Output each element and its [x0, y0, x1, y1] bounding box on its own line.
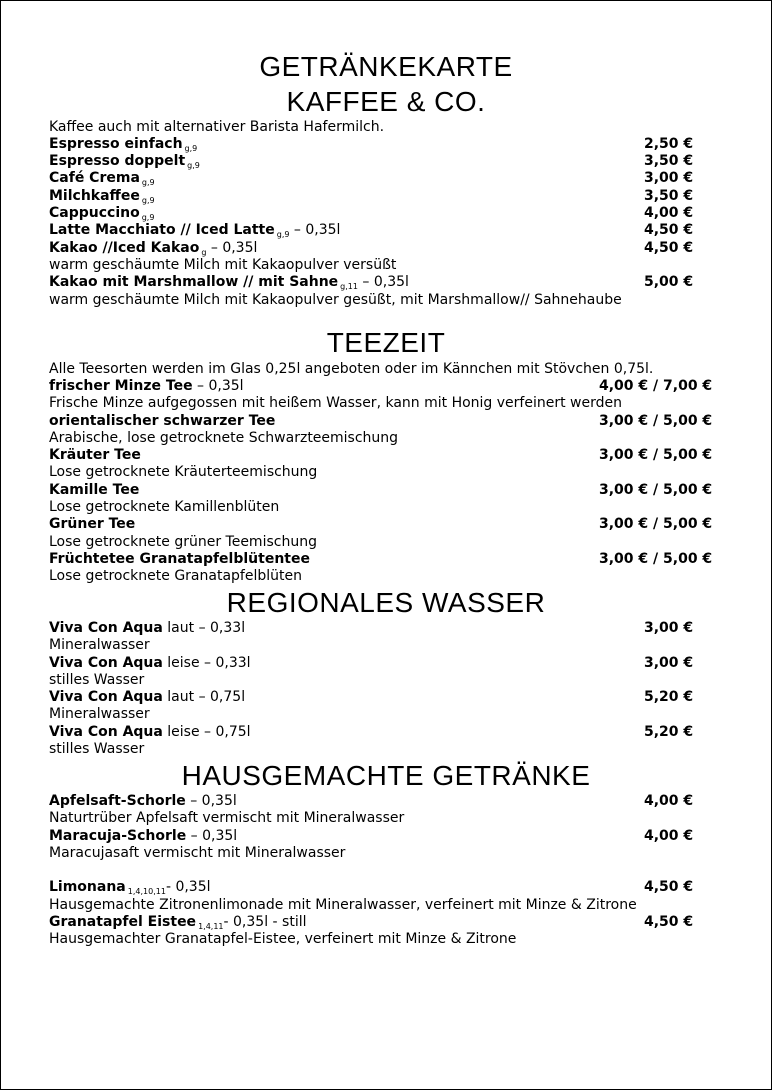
menu-item-price: 3,00 € / 5,00 €	[599, 413, 713, 429]
menu-item-description: Arabische, lose getrocknete Schwarzteemischung	[49, 430, 399, 446]
menu-item-name: Kakao mit Marshmallow // mit Sahne $_{g,11}$ – 0,35l	[49, 274, 409, 291]
menu-item-name: Viva Con Aqua laut – 0,75l	[49, 689, 246, 705]
menu-item-description: Mineralwasser	[49, 706, 150, 722]
menu-item-name: Milchkaffee $_{g,9}$	[49, 188, 155, 205]
menu-item-name: Grüner Tee	[49, 516, 136, 532]
menu-item-name: Latte Macchiato // Iced Latte $_{g,9}$ – 0,35l	[49, 222, 341, 239]
menu-item-name: Café Crema $_{g,9}$	[49, 170, 155, 187]
menu-item-price: 4,50 €	[644, 240, 694, 256]
menu-item-price: 3,00 €	[644, 655, 694, 671]
menu-item-description: Maracujasaft vermischt mit Mineralwasser	[49, 845, 346, 861]
menu-item-description: Lose getrocknete Kamillenblüten	[49, 499, 280, 515]
menu-item-name: Viva Con Aqua leise – 0,33l	[49, 655, 251, 671]
menu-item-price: 3,00 €	[644, 170, 694, 186]
section-title-kaffee: KAFFEE & CO.	[286, 86, 486, 117]
menu-item-price: 4,50 €	[644, 914, 694, 930]
section-title-teezeit: TEEZEIT	[326, 327, 446, 358]
menu-item-name: Kamille Tee	[49, 482, 140, 498]
menu-item-price: 3,00 € / 5,00 €	[599, 447, 713, 463]
tee-intro: Alle Teesorten werden im Glas 0,25l angeboten oder im Kännchen mit Stövchen 0,75l.	[49, 361, 654, 377]
menu-item-name: Espresso doppelt $_{g,9}$	[49, 153, 200, 170]
menu-item-name: Limonana $_{1,4,10,11}$- 0,35l	[49, 879, 211, 896]
menu-item-description: stilles Wasser	[49, 672, 145, 688]
menu-item-name: Granatapfel Eistee $_{1,4,11}$- 0,35l - still	[49, 914, 307, 931]
menu-item-name: Maracuja-Schorle – 0,35l	[49, 828, 238, 844]
menu-item-description: Naturtrüber Apfelsaft vermischt mit Mineralwasser	[49, 810, 405, 826]
menu-item-price: 4,00 € / 7,00 €	[599, 378, 713, 394]
menu-item-name: Kakao //Iced Kakao $_g$ – 0,35l	[49, 240, 258, 257]
menu-item-description: Frische Minze aufgegossen mit heißem Wasser, kann mit Honig verfeinert werden	[49, 395, 622, 411]
page-title: GETRÄNKEKARTE	[259, 51, 513, 82]
menu-item-name: Espresso einfach $_{g,9}$	[49, 136, 198, 153]
menu-item-price: 4,00 €	[644, 828, 694, 844]
menu-item-description: warm geschäumte Milch mit Kakaopulver gesüßt, mit Marshmallow// Sahnehaube	[49, 292, 622, 308]
menu-item-name: Apfelsaft-Schorle – 0,35l	[49, 793, 237, 809]
menu-item-description: Lose getrocknete grüner Teemischung	[49, 534, 317, 550]
menu-item-description: Lose getrocknete Granatapfelblüten	[49, 568, 302, 584]
menu-item-price: 4,50 €	[644, 879, 694, 895]
section-title-wasser: REGIONALES WASSER	[226, 587, 546, 618]
menu-item-description: Mineralwasser	[49, 637, 150, 653]
menu-item-name: orientalischer schwarzer Tee	[49, 413, 276, 429]
menu-item-price: 4,00 €	[644, 205, 694, 221]
menu-item-description: stilles Wasser	[49, 741, 145, 757]
menu-item-price: 5,20 €	[644, 724, 694, 740]
menu-item-price: 2,50 €	[644, 136, 694, 152]
menu-item-name: Früchtetee Granatapfelblütentee	[49, 551, 310, 567]
menu-item-name: frischer Minze Tee – 0,35l	[49, 378, 244, 394]
menu-item-price: 4,00 €	[644, 793, 694, 809]
menu-item-price: 3,00 € / 5,00 €	[599, 551, 713, 567]
menu-item-price: 3,00 € / 5,00 €	[599, 482, 713, 498]
menu-item-description: warm geschäumte Milch mit Kakaopulver versüßt	[49, 257, 397, 273]
section-title-hausgemacht: HAUSGEMACHTE GETRÄNKE	[181, 760, 591, 791]
menu-item-price: 5,00 €	[644, 274, 694, 290]
menu-item-name: Viva Con Aqua leise – 0,75l	[49, 724, 251, 740]
menu-item-name: Viva Con Aqua laut – 0,33l	[49, 620, 246, 636]
menu-item-name: Cappuccino $_{g,9}$	[49, 205, 155, 222]
menu-item-description: Hausgemachter Granatapfel-Eistee, verfeinert mit Minze & Zitrone	[49, 931, 517, 947]
menu-item-price: 3,50 €	[644, 188, 694, 204]
menu-item-description: Hausgemachte Zitronenlimonade mit Mineralwasser, verfeinert mit Minze & Zitrone	[49, 897, 637, 913]
menu-item-price: 5,20 €	[644, 689, 694, 705]
menu-item-name: Kräuter Tee	[49, 447, 141, 463]
kaffee-intro: Kaffee auch mit alternativer Barista Hafermilch.	[49, 119, 385, 135]
menu-item-price: 4,50 €	[644, 222, 694, 238]
menu-item-price: 3,00 €	[644, 620, 694, 636]
menu-item-price: 3,50 €	[644, 153, 694, 169]
menu-item-description: Lose getrocknete Kräuterteemischung	[49, 464, 318, 480]
menu-item-price: 3,00 € / 5,00 €	[599, 516, 713, 532]
